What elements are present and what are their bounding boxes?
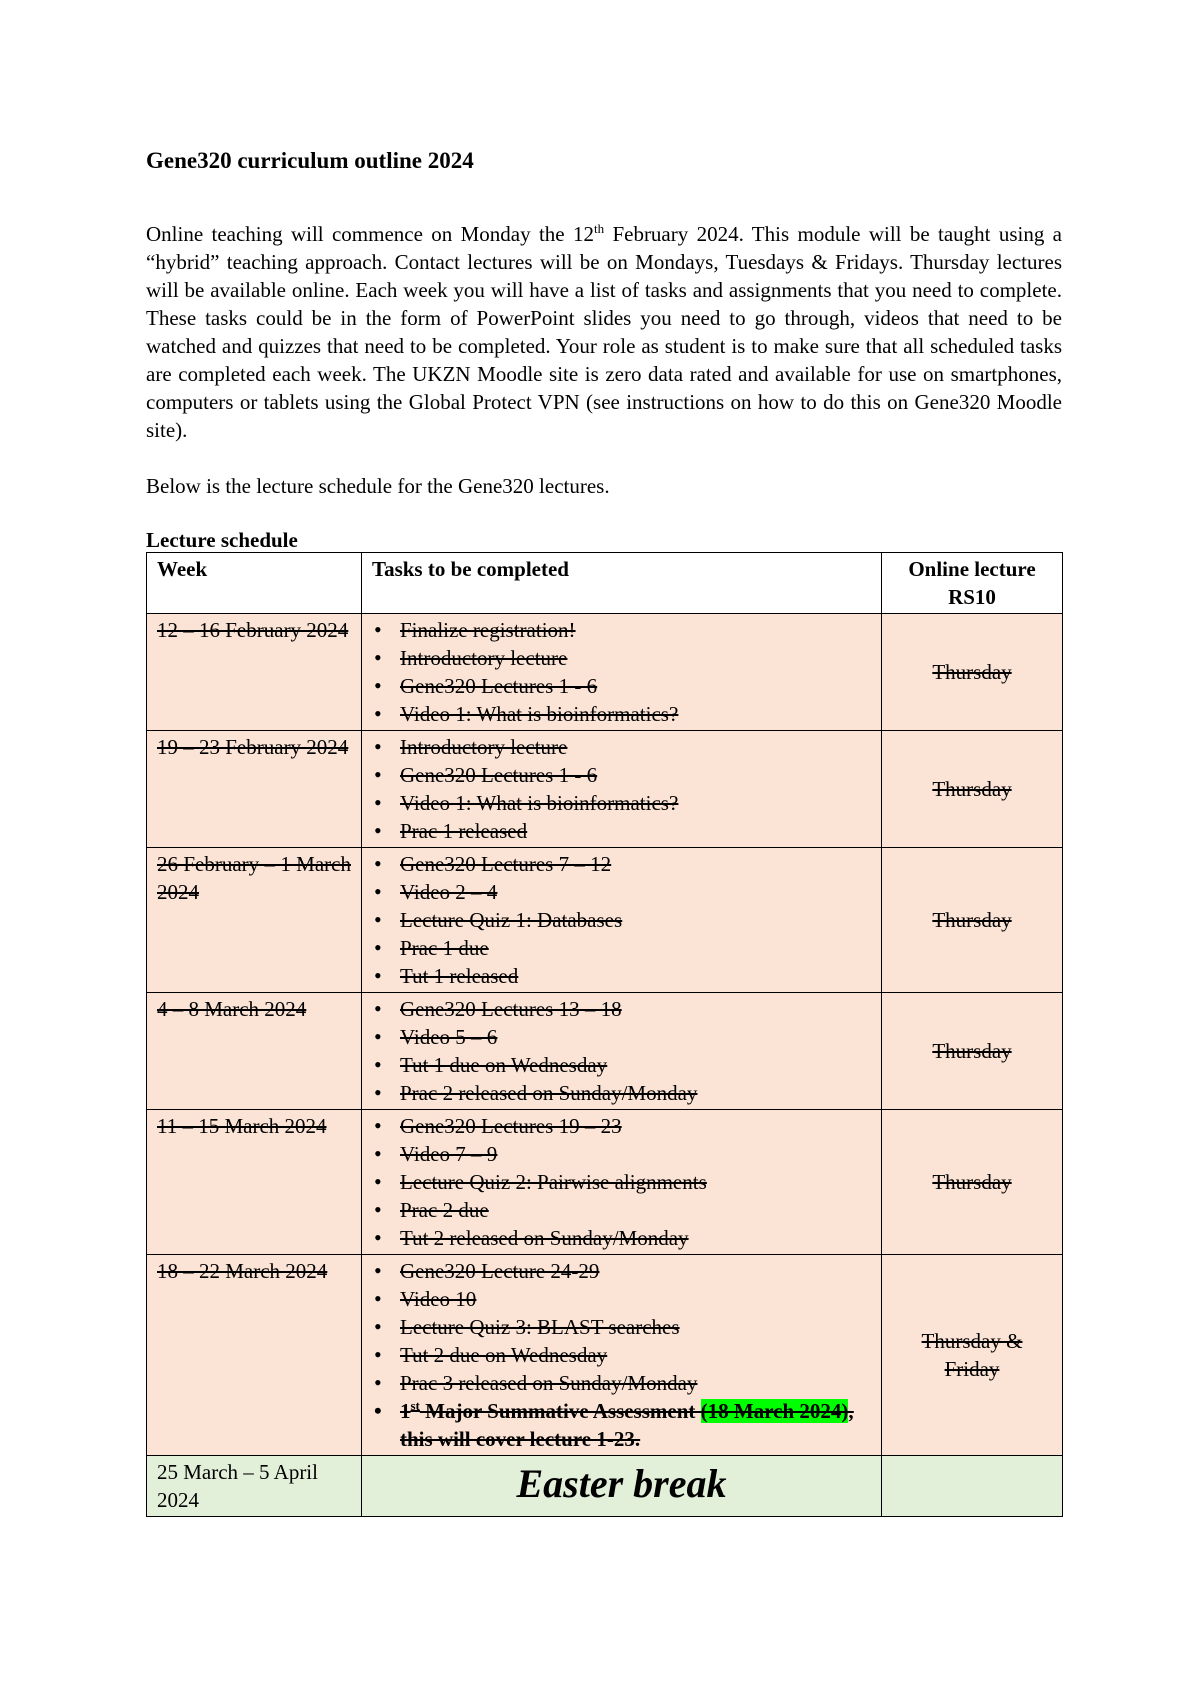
- task-list: [372, 616, 871, 728]
- task-item: • Lecture Quiz 3: BLAST searches: [400, 1313, 871, 1341]
- task-item: • Prac 1 released: [400, 817, 871, 845]
- schedule-body: [147, 614, 1063, 1517]
- task-item: • Video 1: What is bioinformatics?: [400, 700, 871, 728]
- task-list: [372, 1257, 871, 1453]
- task-item: • Introductory lecture: [400, 644, 871, 672]
- task-item: • Tut 1 released: [400, 962, 871, 990]
- online-lecture-cell: Thursday: [882, 731, 1063, 848]
- task-item: • Lecture Quiz 1: Databases: [400, 906, 871, 934]
- assessment-superscript: st: [410, 1398, 420, 1413]
- task-item: • Gene320 Lectures 1 - 6: [400, 761, 871, 789]
- task-item: • Prac 2 due: [400, 1196, 871, 1224]
- task-item: • Video 5 – 6: [400, 1023, 871, 1051]
- assessment-coverage: , this will cover lecture 1-23.: [400, 1399, 854, 1451]
- task-item: • Gene320 Lecture 24-29: [400, 1257, 871, 1285]
- week-cell: 4 – 8 March 2024: [147, 993, 362, 1110]
- task-item: • Gene320 Lectures 19 – 23: [400, 1112, 871, 1140]
- task-item: • Gene320 Lectures 7 – 12: [400, 850, 871, 878]
- online-lecture-cell: Thursday: [882, 1110, 1063, 1255]
- assessment-number: 1: [400, 1399, 411, 1423]
- easter-break-label: Easter break: [516, 1461, 727, 1506]
- task-item: • Prac 3 released on Sunday/Monday: [400, 1369, 871, 1397]
- online-lecture-cell: Thursday: [882, 848, 1063, 993]
- task-item: • Finalize registration!: [400, 616, 871, 644]
- assessment-title: Major Summative Assessment: [419, 1399, 701, 1423]
- online-lecture-cell: Thursday: [882, 993, 1063, 1110]
- lecture-schedule-table: [146, 552, 1063, 1517]
- table-row: [147, 1110, 1063, 1255]
- intro-text-start: Online teaching will commence on Monday the 12: [146, 222, 594, 246]
- task-item: • Video 10: [400, 1285, 871, 1313]
- easter-break-row: [147, 1456, 1063, 1517]
- week-cell: 25 March – 5 April 2024: [147, 1456, 362, 1517]
- document-page: [146, 146, 1062, 1517]
- week-cell: 26 February – 1 March 2024: [147, 848, 362, 993]
- task-item: • Video 7 – 9: [400, 1140, 871, 1168]
- tasks-cell: [362, 848, 882, 993]
- task-item: • Tut 1 due on Wednesday: [400, 1051, 871, 1079]
- table-row: [147, 731, 1063, 848]
- assessment-date-highlight: (18 March 2024): [700, 1399, 849, 1423]
- tasks-cell: [362, 614, 882, 731]
- summative-assessment-item: [400, 1397, 871, 1453]
- table-row: [147, 1255, 1063, 1456]
- task-item: • Prac 1 due: [400, 934, 871, 962]
- task-list: [372, 850, 871, 990]
- task-list: [372, 995, 871, 1107]
- tasks-cell: [362, 731, 882, 848]
- task-list: [372, 1112, 871, 1252]
- header-online-lecture: Online lecture RS10: [882, 553, 1063, 614]
- header-week: Week: [147, 553, 362, 614]
- header-tasks: Tasks to be completed: [362, 553, 882, 614]
- online-lecture-cell: Thursday: [882, 614, 1063, 731]
- task-item: • Prac 2 released on Sunday/Monday: [400, 1079, 871, 1107]
- task-item: • Lecture Quiz 2: Pairwise alignments: [400, 1168, 871, 1196]
- online-lecture-cell: Thursday & Friday: [882, 1255, 1063, 1456]
- break-label-cell: [362, 1456, 882, 1517]
- task-item: • Tut 2 due on Wednesday: [400, 1341, 871, 1369]
- week-cell: 18 – 22 March 2024: [147, 1255, 362, 1456]
- week-cell: 19 – 23 February 2024: [147, 731, 362, 848]
- task-item: • Video 2 – 4: [400, 878, 871, 906]
- task-item: • Gene320 Lectures 13 – 18: [400, 995, 871, 1023]
- table-row: [147, 848, 1063, 993]
- table-header-row: [147, 553, 1063, 614]
- document-title: Gene320 curriculum outline 2024: [146, 148, 474, 173]
- online-lecture-cell: [882, 1456, 1063, 1517]
- intro-paragraph: [146, 220, 1062, 444]
- task-item: • Video 1: What is bioinformatics?: [400, 789, 871, 817]
- week-cell: 12 – 16 February 2024: [147, 614, 362, 731]
- task-item: • Introductory lecture: [400, 733, 871, 761]
- schedule-intro-text: Below is the lecture schedule for the Gene320 lectures.: [146, 474, 610, 498]
- schedule-heading: Lecture schedule: [146, 528, 298, 552]
- table-row: [147, 993, 1063, 1110]
- task-list: [372, 733, 871, 845]
- task-item: • Gene320 Lectures 1 - 6: [400, 672, 871, 700]
- tasks-cell: [362, 1255, 882, 1456]
- task-item: • Tut 2 released on Sunday/Monday: [400, 1224, 871, 1252]
- intro-superscript: th: [593, 221, 605, 236]
- intro-text-rest: February 2024. This module will be taught using a “hybrid” teaching approach. Contact lectures will be on Mondays, Tuesdays & Fridays. Thursday lectures will be available online. Each week you will have a list of tasks and assignments that you need to complete. These tasks could be in the form of PowerPoint slides you need to go through, videos that need to be watched and quizzes that need to be completed. Your role as student is to make sure that all scheduled tasks are completed each week. The UKZN Moodle site is zero data rated and available for use on smartphones, computers or tablets using the Global Protect VPN (see instructions on how to do this on Gene320 Moodle site).: [146, 222, 1062, 442]
- table-row: [147, 614, 1063, 731]
- tasks-cell: [362, 993, 882, 1110]
- tasks-cell: [362, 1110, 882, 1255]
- week-cell: 11 – 15 March 2024: [147, 1110, 362, 1255]
